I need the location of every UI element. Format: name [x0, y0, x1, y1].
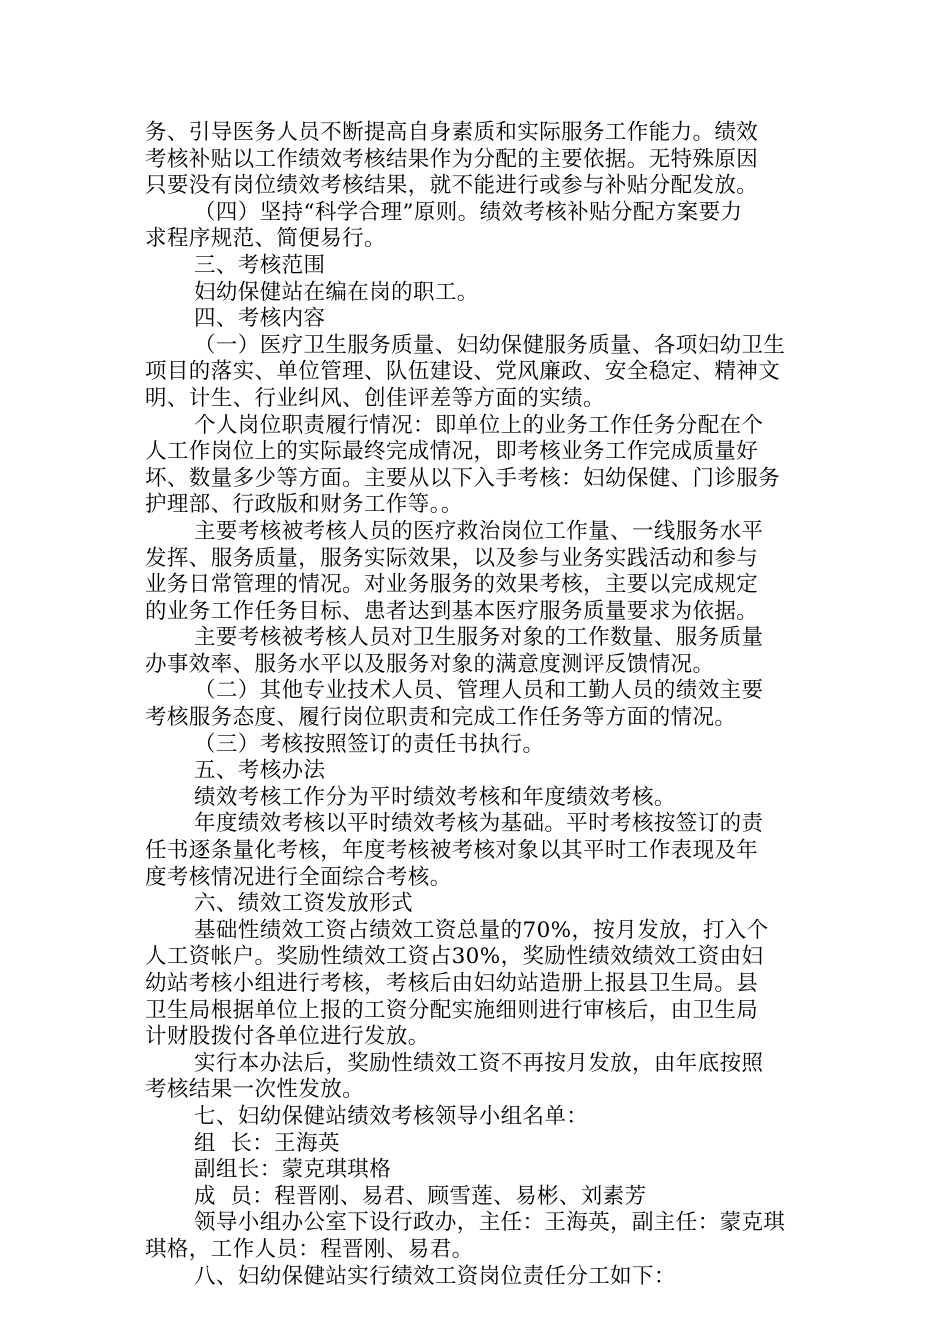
text-line: 组 长：王海英: [194, 1130, 340, 1156]
text-line: 考核补贴以工作绩效考核结果作为分配的主要依据。无特殊原因: [145, 146, 759, 172]
text-line: 项目的落实、单位管理、队伍建设、党风廉政、安全稳定、精神文: [145, 359, 781, 385]
text-line: 业务日常管理的情况。对业务服务的效果考核，主要以完成规定: [145, 572, 759, 598]
text-line: 卫生局根据单位上报的工资分配实施细则进行审核后，由卫生局: [145, 997, 759, 1023]
text-line: 考核服务态度、履行岗位职责和完成工作任务等方面的情况。: [145, 705, 737, 731]
text-line: 绩效考核工作分为平时绩效考核和年度绩效考核。: [194, 784, 676, 810]
text-line: 幼站考核小组进行考核，考核后由妇幼站造册上报县卫生局。县: [145, 971, 759, 996]
text-line: 主要考核被考核人员对卫生服务对象的工作数量、服务质量: [194, 625, 764, 651]
text-line: 八、妇幼保健站实行绩效工资岗位责任分工如下：: [194, 1263, 676, 1289]
text-line: 的业务工作任务目标、患者达到基本医疗服务质量要求为依据。: [145, 598, 759, 624]
text-line: （四）坚持“科学合理”原则。绩效考核补贴分配方案要力: [194, 199, 743, 225]
text-line: 个人岗位职责履行情况：即单位上的业务工作任务分配在个: [194, 412, 764, 438]
text-line: 任书逐条量化考核，年度考核被考核对象以其平时工作表现及年: [145, 838, 759, 864]
text-line: 人工资帐户。奖励性绩效工资占30%，奖励性绩效绩效工资由妇: [145, 944, 764, 970]
text-line: 成 员：程晋刚、易君、顾雪莲、易彬、刘素芳: [194, 1183, 647, 1209]
text-line: （二）其他专业技术人员、管理人员和工勤人员的绩效主要: [194, 678, 764, 704]
text-line: 年度绩效考核以平时绩效考核为基础。平时考核按签订的责: [194, 811, 764, 837]
text-line: 办事效率、服务水平以及服务对象的满意度测评反馈情况。: [145, 651, 715, 677]
text-line: 计财股拨付各单位进行发放。: [145, 1024, 430, 1050]
document-body: [145, 120, 805, 1290]
text-line: 三、考核范围: [194, 252, 326, 278]
text-line: 妇幼保健站在编在岗的职工。: [194, 279, 479, 305]
text-line: 发挥、服务质量，服务实际效果，以及参与业务实践活动和参与: [145, 545, 759, 571]
text-line: 坏、数量多少等方面。主要从以下入手考核：妇幼保健、门诊服务: [145, 465, 781, 491]
text-line: 六、绩效工资发放形式: [194, 891, 414, 917]
text-line: 实行本办法后，奖励性绩效工资不再按月发放，由年底按照: [194, 1050, 764, 1076]
text-line: （一）医疗卫生服务质量、妇幼保健服务质量、各项妇幼卫生: [194, 332, 786, 358]
text-line: 明、计生、行业纠风、创佳评差等方面的实绩。: [145, 385, 605, 411]
text-line: 四、考核内容: [194, 306, 326, 332]
text-line: 琪格，工作人员：程晋刚、易君。: [145, 1236, 474, 1262]
text-line: 人工作岗位上的实际最终完成情况，即考核业务工作完成质量好: [145, 439, 759, 465]
text-line: 副组长：蒙克琪琪格: [194, 1157, 392, 1183]
text-line: 五、考核办法: [194, 758, 326, 784]
text-line: 求程序规范、简便易行。: [145, 226, 386, 252]
text-line: 领导小组办公室下设行政办，主任：王海英，副主任：蒙克琪: [194, 1210, 786, 1236]
text-line: 主要考核被考核人员的医疗救治岗位工作量、一线服务水平: [194, 518, 764, 544]
text-line: 务、引导医务人员不断提高自身素质和实际服务工作能力。绩效: [145, 120, 759, 145]
text-line: 考核结果一次性发放。: [145, 1077, 365, 1103]
text-line: 护理部、行政版和财务工作等。。: [145, 492, 463, 518]
text-line: 只要没有岗位绩效考核结果，就不能进行或参与补贴分配发放。: [145, 173, 759, 199]
text-line: （三）考核按照签订的责任书执行。: [194, 731, 545, 757]
text-line: 七、妇幼保健站绩效考核领导小组名单：: [194, 1103, 589, 1129]
text-line: 度考核情况进行全面综合考核。: [145, 864, 452, 890]
text-line: 基础性绩效工资占绩效工资总量的70%，按月发放，打入个: [194, 917, 769, 943]
